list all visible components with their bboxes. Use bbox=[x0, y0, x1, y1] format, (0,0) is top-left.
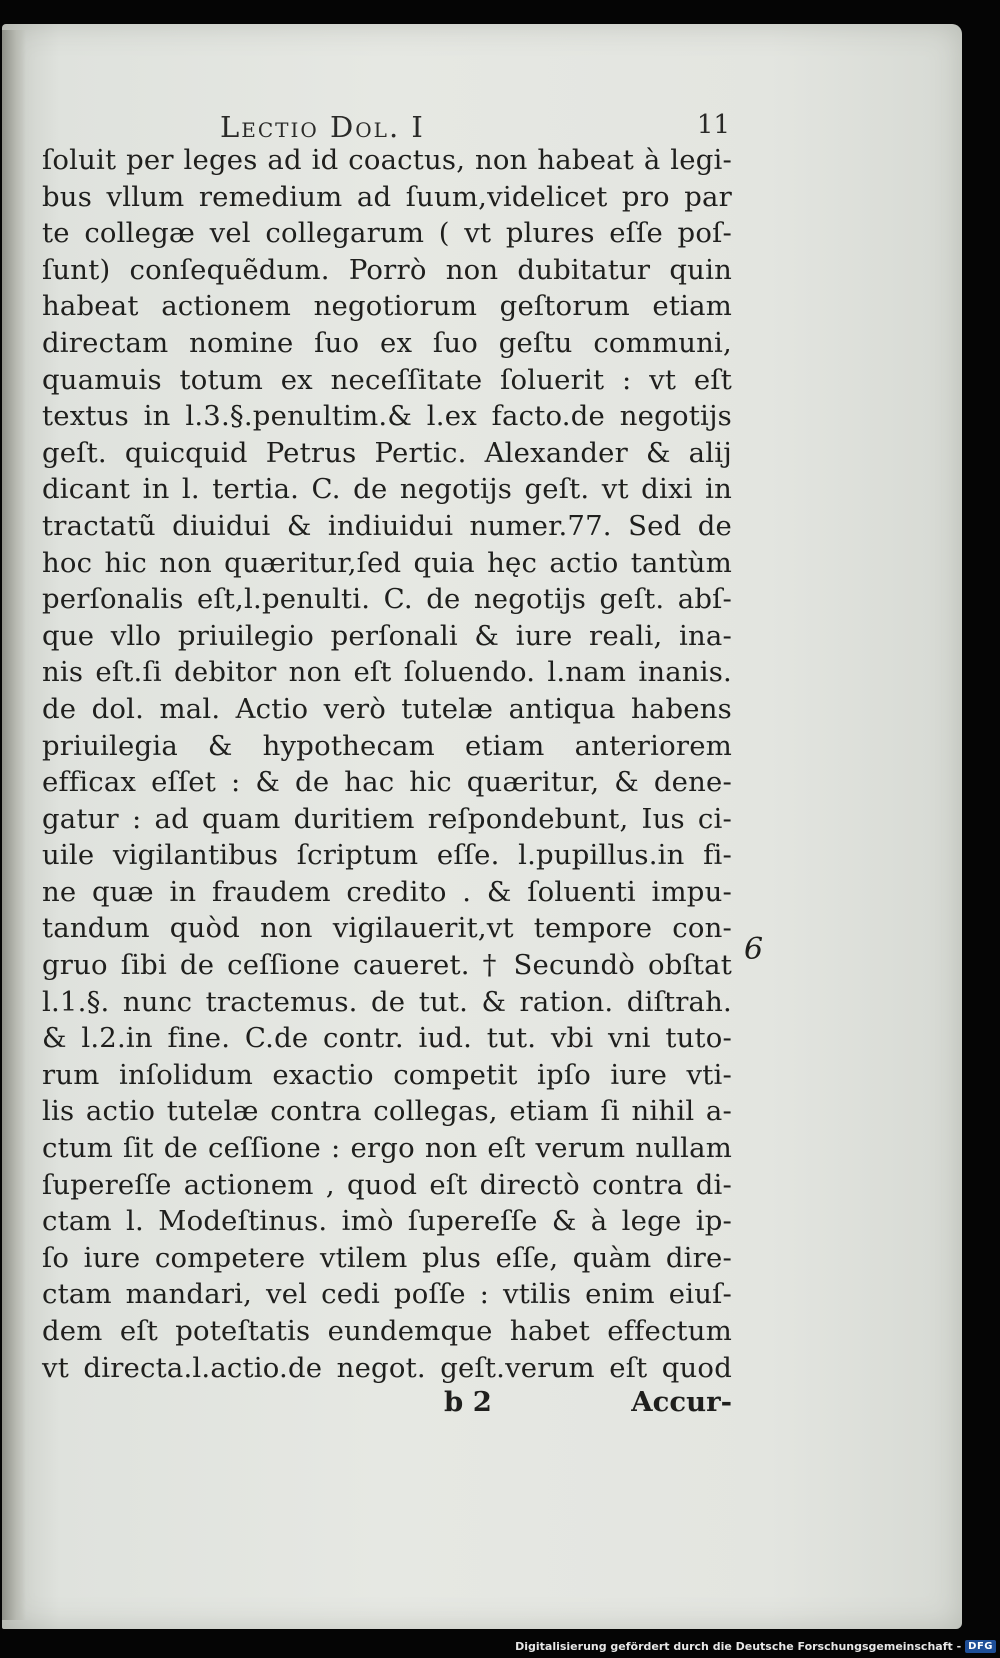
text-line: ſo iure competere vtilem plus eſſe, quàm dire- bbox=[42, 1241, 732, 1274]
text-line: te collegæ vel collegarum ( vt plures eſſe poſ- bbox=[42, 217, 732, 250]
signature-mark: b 2 bbox=[444, 1386, 492, 1418]
text-line: efficax eſſet : & de hac hic quæritur, & dene- bbox=[42, 766, 732, 799]
catchword: Accur- bbox=[631, 1386, 732, 1418]
text-line: quamuis totum ex neceſſitate ſoluerit : vt eſt bbox=[42, 363, 732, 396]
text-line: ſunt) conſequẽdum. Porrò non dubitatur quin bbox=[42, 253, 732, 286]
text-line: l.1.§. nunc tractemus. de tut. & ration. diſtrah. bbox=[42, 985, 732, 1018]
text-line: de dol. mal. Actio verò tutelæ antiqua habens bbox=[42, 692, 732, 725]
text-line: directam nomine ſuo ex ſuo geſtu communi, bbox=[42, 326, 732, 359]
dfg-logo-icon: DFG bbox=[965, 1640, 996, 1653]
text-line: ctam mandari, vel cedi poſſe : vtilis enim eiuſ- bbox=[42, 1278, 732, 1311]
text-line: dem eſt poteſtatis eundemque habet effectum bbox=[42, 1315, 732, 1347]
margin-note: 6 bbox=[744, 932, 764, 967]
page-gutter-shadow bbox=[2, 30, 26, 1620]
text-line: ctum ſit de ceſſione : ergo non eſt verum nullam bbox=[42, 1132, 732, 1165]
page-footer bbox=[42, 1386, 732, 1426]
text-line: ſoluit per leges ad id coactus, non habeat à legi- bbox=[42, 144, 732, 176]
text-line: nis eſt.ſi debitor non eſt ſoluendo. l.nam inanis. bbox=[42, 656, 732, 689]
text-line: geſt. quicquid Petrus Pertic. Alexander & alij bbox=[42, 436, 732, 469]
text-line: lis actio tutelæ contra collegas, etiam ſi nihil a- bbox=[42, 1095, 732, 1128]
body-text bbox=[42, 142, 732, 1386]
digitization-credit bbox=[515, 1636, 996, 1656]
text-line: ſupereſſe actionem , quod eſt directò contra di- bbox=[42, 1168, 732, 1201]
text-line: perſonalis eſt,l.penulti. C. de negotijs geſt. abſ- bbox=[42, 583, 732, 616]
page-number: 11 bbox=[696, 110, 730, 140]
credit-text: Digitalisierung gefördert durch die Deutsche Forschungsgemeinschaft - bbox=[515, 1639, 962, 1653]
text-line: & l.2.in fine. C.de contr. iud. tut. vbi vni tuto- bbox=[42, 1022, 732, 1055]
text-line: gruo ſibi de ceſſione caueret. † Secundò obſtat bbox=[42, 949, 732, 982]
running-head-title: Lectio Dol. I bbox=[220, 110, 425, 144]
text-line: ne quæ in fraudem credito . & ſoluenti impu- bbox=[42, 875, 732, 908]
text-line: rum inſolidum exactio competit ipſo iure vti- bbox=[42, 1058, 732, 1091]
text-line: textus in l.3.§.penultim.& l.ex facto.de negotijs bbox=[42, 400, 732, 433]
text-line: priuilegia & hypothecam etiam anteriorem bbox=[42, 729, 732, 762]
running-head bbox=[220, 106, 730, 146]
text-line: tandum quòd non vigilauerit,vt tempore con- bbox=[42, 912, 732, 945]
text-line: gatur : ad quam duritiem reſpondebunt, Ius ci- bbox=[42, 802, 732, 835]
text-line: uile vigilantibus ſcriptum eſſe. l.pupillus.in fi- bbox=[42, 839, 732, 872]
text-line: ctam l. Modeſtinus. imò ſupereſſe & à lege ip- bbox=[42, 1205, 732, 1238]
text-line: tractatũ diuidui & indiuidui numer.77. Sed de bbox=[42, 509, 732, 542]
text-line: hoc hic non quæritur,ſed quia hęc actio tantùm bbox=[42, 546, 732, 579]
text-line: dicant in l. tertia. C. de negotijs geſt. vt dixi in bbox=[42, 473, 732, 506]
text-line: bus vllum remedium ad ſuum,videlicet pro par bbox=[42, 180, 732, 213]
text-line: habeat actionem negotiorum geſtorum etiam bbox=[42, 290, 732, 323]
text-line: vt directa.l.actio.de negot. geſt.verum eſt quod bbox=[42, 1351, 732, 1384]
text-line: que vllo priuilegio perſonali & iure reali, ina- bbox=[42, 619, 732, 652]
